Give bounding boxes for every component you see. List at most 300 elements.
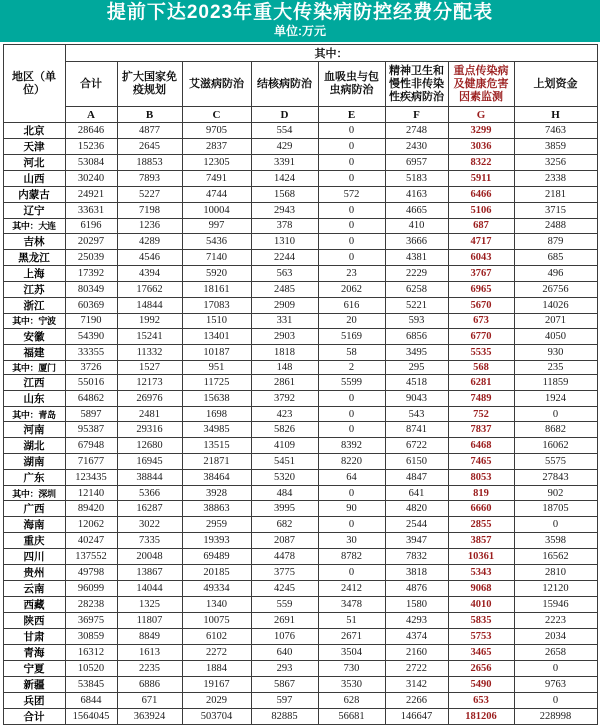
value-cell-D: 2903 [251, 328, 318, 344]
value-cell-B: 4877 [117, 123, 182, 139]
value-cell-B: 4546 [117, 249, 182, 265]
table-row [3, 328, 597, 344]
value-cell-E: 0 [318, 391, 385, 407]
value-cell-G: 5535 [448, 344, 514, 360]
value-cell-G: 653 [448, 692, 514, 708]
table-row [3, 281, 597, 297]
table-row [3, 265, 597, 281]
value-cell-C: 21871 [182, 454, 251, 470]
table-header [3, 45, 597, 123]
column-header-B: 扩大国家免疫规划 [117, 62, 182, 107]
value-cell-A: 123435 [65, 470, 117, 486]
value-cell-F: 4518 [385, 375, 448, 391]
value-cell-G: 4717 [448, 233, 514, 249]
table-row [3, 171, 597, 187]
table-row [3, 233, 597, 249]
value-cell-D: 5867 [251, 676, 318, 692]
value-cell-E: 2062 [318, 281, 385, 297]
value-cell-F: 593 [385, 313, 448, 328]
value-cell-B: 1992 [117, 313, 182, 328]
value-cell-H: 5575 [514, 454, 597, 470]
value-cell-H: 496 [514, 265, 597, 281]
value-cell-E: 628 [318, 692, 385, 708]
value-cell-E: 23 [318, 265, 385, 281]
column-letter-E: E [318, 107, 385, 123]
value-cell-B: 26976 [117, 391, 182, 407]
value-cell-B: 8849 [117, 628, 182, 644]
table-row [3, 313, 597, 328]
value-cell-H: 0 [514, 660, 597, 676]
value-cell-C: 5920 [182, 265, 251, 281]
table-row [3, 516, 597, 532]
column-header-G: 重点传染病及健康危害因素监测 [448, 62, 514, 107]
value-cell-A: 17392 [65, 265, 117, 281]
value-cell-E: 56681 [318, 708, 385, 724]
value-cell-C: 17083 [182, 297, 251, 313]
value-cell-B: 1236 [117, 219, 182, 234]
column-letter-B: B [117, 107, 182, 123]
value-cell-A: 30859 [65, 628, 117, 644]
value-cell-D: 3792 [251, 391, 318, 407]
value-cell-G: 2656 [448, 660, 514, 676]
value-cell-H: 2338 [514, 171, 597, 187]
table-row [3, 438, 597, 454]
header-row-letters [3, 107, 597, 123]
value-cell-B: 13867 [117, 564, 182, 580]
value-cell-E: 0 [318, 155, 385, 171]
value-cell-A: 6196 [65, 219, 117, 234]
value-cell-F: 2748 [385, 123, 448, 139]
value-cell-G: 5835 [448, 612, 514, 628]
value-cell-C: 15638 [182, 391, 251, 407]
value-cell-E: 0 [318, 422, 385, 438]
value-cell-H: 228998 [514, 708, 597, 724]
value-cell-A: 5897 [65, 407, 117, 422]
header-row-among [3, 45, 597, 62]
value-cell-E: 0 [318, 139, 385, 155]
region-cell: 湖北 [3, 438, 65, 454]
value-cell-B: 11332 [117, 344, 182, 360]
value-cell-A: 54390 [65, 328, 117, 344]
column-letter-A: A [65, 107, 117, 123]
value-cell-B: 3022 [117, 516, 182, 532]
value-cell-A: 16312 [65, 644, 117, 660]
value-cell-C: 9705 [182, 123, 251, 139]
value-cell-E: 5169 [318, 328, 385, 344]
value-cell-D: 5451 [251, 454, 318, 470]
value-cell-F: 4665 [385, 203, 448, 219]
value-cell-D: 563 [251, 265, 318, 281]
table-row [3, 139, 597, 155]
value-cell-A: 36975 [65, 612, 117, 628]
region-cell: 河北 [3, 155, 65, 171]
value-cell-C: 49334 [182, 580, 251, 596]
title-band [0, 0, 600, 42]
table-row [3, 708, 597, 724]
value-cell-H: 9763 [514, 676, 597, 692]
value-cell-H: 2181 [514, 187, 597, 203]
region-cell: 安徽 [3, 328, 65, 344]
column-letter-H: H [514, 107, 597, 123]
value-cell-G: 673 [448, 313, 514, 328]
value-cell-A: 60369 [65, 297, 117, 313]
value-cell-E: 616 [318, 297, 385, 313]
region-cell: 其中：厦门 [3, 360, 65, 375]
value-cell-F: 5221 [385, 297, 448, 313]
value-cell-C: 2029 [182, 692, 251, 708]
region-cell: 内蒙古 [3, 187, 65, 203]
value-cell-E: 0 [318, 407, 385, 422]
table-row [3, 612, 597, 628]
value-cell-G: 5911 [448, 171, 514, 187]
value-cell-C: 20185 [182, 564, 251, 580]
value-cell-A: 71677 [65, 454, 117, 470]
value-cell-G: 7465 [448, 454, 514, 470]
value-cell-C: 7491 [182, 171, 251, 187]
region-cell: 青海 [3, 644, 65, 660]
table-row [3, 644, 597, 660]
value-cell-A: 67948 [65, 438, 117, 454]
table-row [3, 360, 597, 375]
value-cell-B: 11807 [117, 612, 182, 628]
value-cell-C: 2959 [182, 516, 251, 532]
table-row [3, 249, 597, 265]
value-cell-E: 0 [318, 249, 385, 265]
value-cell-D: 293 [251, 660, 318, 676]
value-cell-D: 1568 [251, 187, 318, 203]
value-cell-D: 3995 [251, 500, 318, 516]
value-cell-G: 5670 [448, 297, 514, 313]
value-cell-B: 29316 [117, 422, 182, 438]
table-row [3, 391, 597, 407]
unit-subtitle: 单位:万元 [274, 24, 326, 38]
region-cell: 其中：宁波 [3, 313, 65, 328]
value-cell-G: 7489 [448, 391, 514, 407]
region-cell: 其中：青岛 [3, 407, 65, 422]
column-header-A: 合计 [65, 62, 117, 107]
value-cell-G: 6660 [448, 500, 514, 516]
value-cell-B: 2481 [117, 407, 182, 422]
value-cell-A: 30240 [65, 171, 117, 187]
column-letter-G: G [448, 107, 514, 123]
value-cell-F: 6722 [385, 438, 448, 454]
value-cell-C: 13401 [182, 328, 251, 344]
value-cell-H: 3256 [514, 155, 597, 171]
value-cell-F: 2160 [385, 644, 448, 660]
value-cell-H: 8682 [514, 422, 597, 438]
value-cell-G: 8322 [448, 155, 514, 171]
value-cell-E: 51 [318, 612, 385, 628]
value-cell-H: 12120 [514, 580, 597, 596]
value-cell-B: 1613 [117, 644, 182, 660]
allocation-table [3, 44, 598, 725]
value-cell-B: 12680 [117, 438, 182, 454]
value-cell-C: 7140 [182, 249, 251, 265]
page-title: 提前下达2023年重大传染病防控经费分配表 [106, 2, 494, 23]
value-cell-G: 5106 [448, 203, 514, 219]
value-cell-D: 4478 [251, 548, 318, 564]
value-cell-H: 11859 [514, 375, 597, 391]
value-cell-A: 20297 [65, 233, 117, 249]
value-cell-F: 1580 [385, 596, 448, 612]
value-cell-G: 687 [448, 219, 514, 234]
value-cell-A: 6844 [65, 692, 117, 708]
table-row [3, 676, 597, 692]
region-cell: 江苏 [3, 281, 65, 297]
region-cell: 广东 [3, 470, 65, 486]
value-cell-B: 15241 [117, 328, 182, 344]
value-cell-F: 2266 [385, 692, 448, 708]
value-cell-C: 10187 [182, 344, 251, 360]
value-cell-E: 3504 [318, 644, 385, 660]
column-header-H: 上划资金 [514, 62, 597, 107]
value-cell-D: 1818 [251, 344, 318, 360]
value-cell-D: 2691 [251, 612, 318, 628]
value-cell-H: 685 [514, 249, 597, 265]
value-cell-B: 12173 [117, 375, 182, 391]
table-row [3, 628, 597, 644]
table-row [3, 422, 597, 438]
value-cell-A: 3726 [65, 360, 117, 375]
value-cell-B: 14844 [117, 297, 182, 313]
value-cell-B: 671 [117, 692, 182, 708]
value-cell-A: 33631 [65, 203, 117, 219]
region-cell: 浙江 [3, 297, 65, 313]
value-cell-F: 7832 [385, 548, 448, 564]
value-cell-H: 18705 [514, 500, 597, 516]
table-row [3, 123, 597, 139]
value-cell-H: 3859 [514, 139, 597, 155]
value-cell-F: 3666 [385, 233, 448, 249]
value-cell-G: 3767 [448, 265, 514, 281]
value-cell-C: 951 [182, 360, 251, 375]
value-cell-A: 89420 [65, 500, 117, 516]
value-cell-F: 4876 [385, 580, 448, 596]
value-cell-H: 3715 [514, 203, 597, 219]
value-cell-B: 18853 [117, 155, 182, 171]
table-row [3, 596, 597, 612]
value-cell-G: 3299 [448, 123, 514, 139]
value-cell-B: 1325 [117, 596, 182, 612]
value-cell-H: 16562 [514, 548, 597, 564]
value-cell-G: 5490 [448, 676, 514, 692]
region-cell: 江西 [3, 375, 65, 391]
value-cell-G: 3465 [448, 644, 514, 660]
value-cell-F: 6258 [385, 281, 448, 297]
value-cell-B: 17662 [117, 281, 182, 297]
value-cell-G: 9068 [448, 580, 514, 596]
value-cell-D: 3391 [251, 155, 318, 171]
column-header-E: 血吸虫与包虫病防治 [318, 62, 385, 107]
value-cell-H: 14026 [514, 297, 597, 313]
value-cell-D: 2087 [251, 532, 318, 548]
value-cell-B: 1527 [117, 360, 182, 375]
value-cell-G: 3036 [448, 139, 514, 155]
value-cell-G: 8053 [448, 470, 514, 486]
value-cell-E: 0 [318, 171, 385, 187]
value-cell-C: 6102 [182, 628, 251, 644]
value-cell-D: 597 [251, 692, 318, 708]
table-row [3, 155, 597, 171]
region-cell: 山东 [3, 391, 65, 407]
value-cell-A: 12140 [65, 486, 117, 501]
value-cell-E: 0 [318, 486, 385, 501]
value-cell-F: 6150 [385, 454, 448, 470]
region-column-header: 地区（单位） [3, 45, 65, 123]
table-row [3, 187, 597, 203]
value-cell-D: 682 [251, 516, 318, 532]
value-cell-F: 6856 [385, 328, 448, 344]
table-row [3, 660, 597, 676]
value-cell-D: 2861 [251, 375, 318, 391]
value-cell-F: 146647 [385, 708, 448, 724]
value-cell-G: 6770 [448, 328, 514, 344]
value-cell-H: 2223 [514, 612, 597, 628]
value-cell-B: 20048 [117, 548, 182, 564]
value-cell-D: 640 [251, 644, 318, 660]
value-cell-H: 2658 [514, 644, 597, 660]
region-cell: 福建 [3, 344, 65, 360]
value-cell-H: 7463 [514, 123, 597, 139]
value-cell-E: 730 [318, 660, 385, 676]
value-cell-D: 429 [251, 139, 318, 155]
column-header-C: 艾滋病防治 [182, 62, 251, 107]
value-cell-A: 12062 [65, 516, 117, 532]
value-cell-G: 6043 [448, 249, 514, 265]
value-cell-A: 53084 [65, 155, 117, 171]
value-cell-F: 9043 [385, 391, 448, 407]
region-cell: 陕西 [3, 612, 65, 628]
value-cell-F: 3818 [385, 564, 448, 580]
value-cell-F: 2544 [385, 516, 448, 532]
region-cell: 天津 [3, 139, 65, 155]
value-cell-B: 4289 [117, 233, 182, 249]
value-cell-D: 4109 [251, 438, 318, 454]
region-cell: 甘肃 [3, 628, 65, 644]
column-letter-C: C [182, 107, 251, 123]
value-cell-A: 15236 [65, 139, 117, 155]
value-cell-H: 902 [514, 486, 597, 501]
value-cell-B: 363924 [117, 708, 182, 724]
value-cell-C: 2272 [182, 644, 251, 660]
table-row [3, 692, 597, 708]
column-header-D: 结核病防治 [251, 62, 318, 107]
value-cell-A: 80349 [65, 281, 117, 297]
value-cell-D: 331 [251, 313, 318, 328]
value-cell-G: 5343 [448, 564, 514, 580]
value-cell-A: 33355 [65, 344, 117, 360]
value-cell-G: 568 [448, 360, 514, 375]
value-cell-C: 4744 [182, 187, 251, 203]
value-cell-D: 554 [251, 123, 318, 139]
value-cell-F: 4293 [385, 612, 448, 628]
value-cell-C: 503704 [182, 708, 251, 724]
table-row [3, 219, 597, 234]
value-cell-H: 3598 [514, 532, 597, 548]
value-cell-D: 484 [251, 486, 318, 501]
value-cell-E: 0 [318, 564, 385, 580]
value-cell-E: 20 [318, 313, 385, 328]
value-cell-F: 2722 [385, 660, 448, 676]
value-cell-H: 15946 [514, 596, 597, 612]
column-letter-D: D [251, 107, 318, 123]
value-cell-H: 2071 [514, 313, 597, 328]
value-cell-C: 997 [182, 219, 251, 234]
value-cell-C: 34985 [182, 422, 251, 438]
value-cell-E: 30 [318, 532, 385, 548]
value-cell-E: 64 [318, 470, 385, 486]
header-row-columns [3, 62, 597, 107]
value-cell-F: 3495 [385, 344, 448, 360]
value-cell-E: 8220 [318, 454, 385, 470]
value-cell-H: 879 [514, 233, 597, 249]
region-cell: 山西 [3, 171, 65, 187]
value-cell-G: 819 [448, 486, 514, 501]
value-cell-C: 38464 [182, 470, 251, 486]
value-cell-H: 4050 [514, 328, 597, 344]
value-cell-H: 26756 [514, 281, 597, 297]
value-cell-B: 14044 [117, 580, 182, 596]
value-cell-G: 3857 [448, 532, 514, 548]
value-cell-A: 10520 [65, 660, 117, 676]
value-cell-C: 1698 [182, 407, 251, 422]
value-cell-C: 1340 [182, 596, 251, 612]
value-cell-F: 4374 [385, 628, 448, 644]
value-cell-H: 2034 [514, 628, 597, 644]
value-cell-A: 53845 [65, 676, 117, 692]
value-cell-A: 49798 [65, 564, 117, 580]
value-cell-H: 0 [514, 692, 597, 708]
value-cell-E: 0 [318, 123, 385, 139]
region-cell: 北京 [3, 123, 65, 139]
value-cell-C: 1510 [182, 313, 251, 328]
among-which-header: 其中： [65, 45, 597, 62]
value-cell-A: 1564045 [65, 708, 117, 724]
value-cell-B: 7198 [117, 203, 182, 219]
value-cell-A: 7190 [65, 313, 117, 328]
value-cell-D: 2943 [251, 203, 318, 219]
region-cell: 兵团 [3, 692, 65, 708]
value-cell-F: 3142 [385, 676, 448, 692]
value-cell-E: 0 [318, 203, 385, 219]
table-row [3, 375, 597, 391]
table-row [3, 548, 597, 564]
value-cell-D: 2485 [251, 281, 318, 297]
value-cell-B: 2645 [117, 139, 182, 155]
value-cell-E: 572 [318, 187, 385, 203]
value-cell-H: 2488 [514, 219, 597, 234]
value-cell-H: 27843 [514, 470, 597, 486]
value-cell-E: 0 [318, 233, 385, 249]
value-cell-H: 2810 [514, 564, 597, 580]
region-cell: 吉林 [3, 233, 65, 249]
value-cell-B: 5366 [117, 486, 182, 501]
region-cell: 贵州 [3, 564, 65, 580]
column-letter-F: F [385, 107, 448, 123]
value-cell-G: 7837 [448, 422, 514, 438]
value-cell-D: 82885 [251, 708, 318, 724]
value-cell-C: 13515 [182, 438, 251, 454]
value-cell-B: 7335 [117, 532, 182, 548]
value-cell-G: 181206 [448, 708, 514, 724]
value-cell-D: 1076 [251, 628, 318, 644]
value-cell-G: 752 [448, 407, 514, 422]
value-cell-H: 16062 [514, 438, 597, 454]
region-cell: 其中：深圳 [3, 486, 65, 501]
value-cell-D: 559 [251, 596, 318, 612]
value-cell-F: 295 [385, 360, 448, 375]
value-cell-D: 5826 [251, 422, 318, 438]
